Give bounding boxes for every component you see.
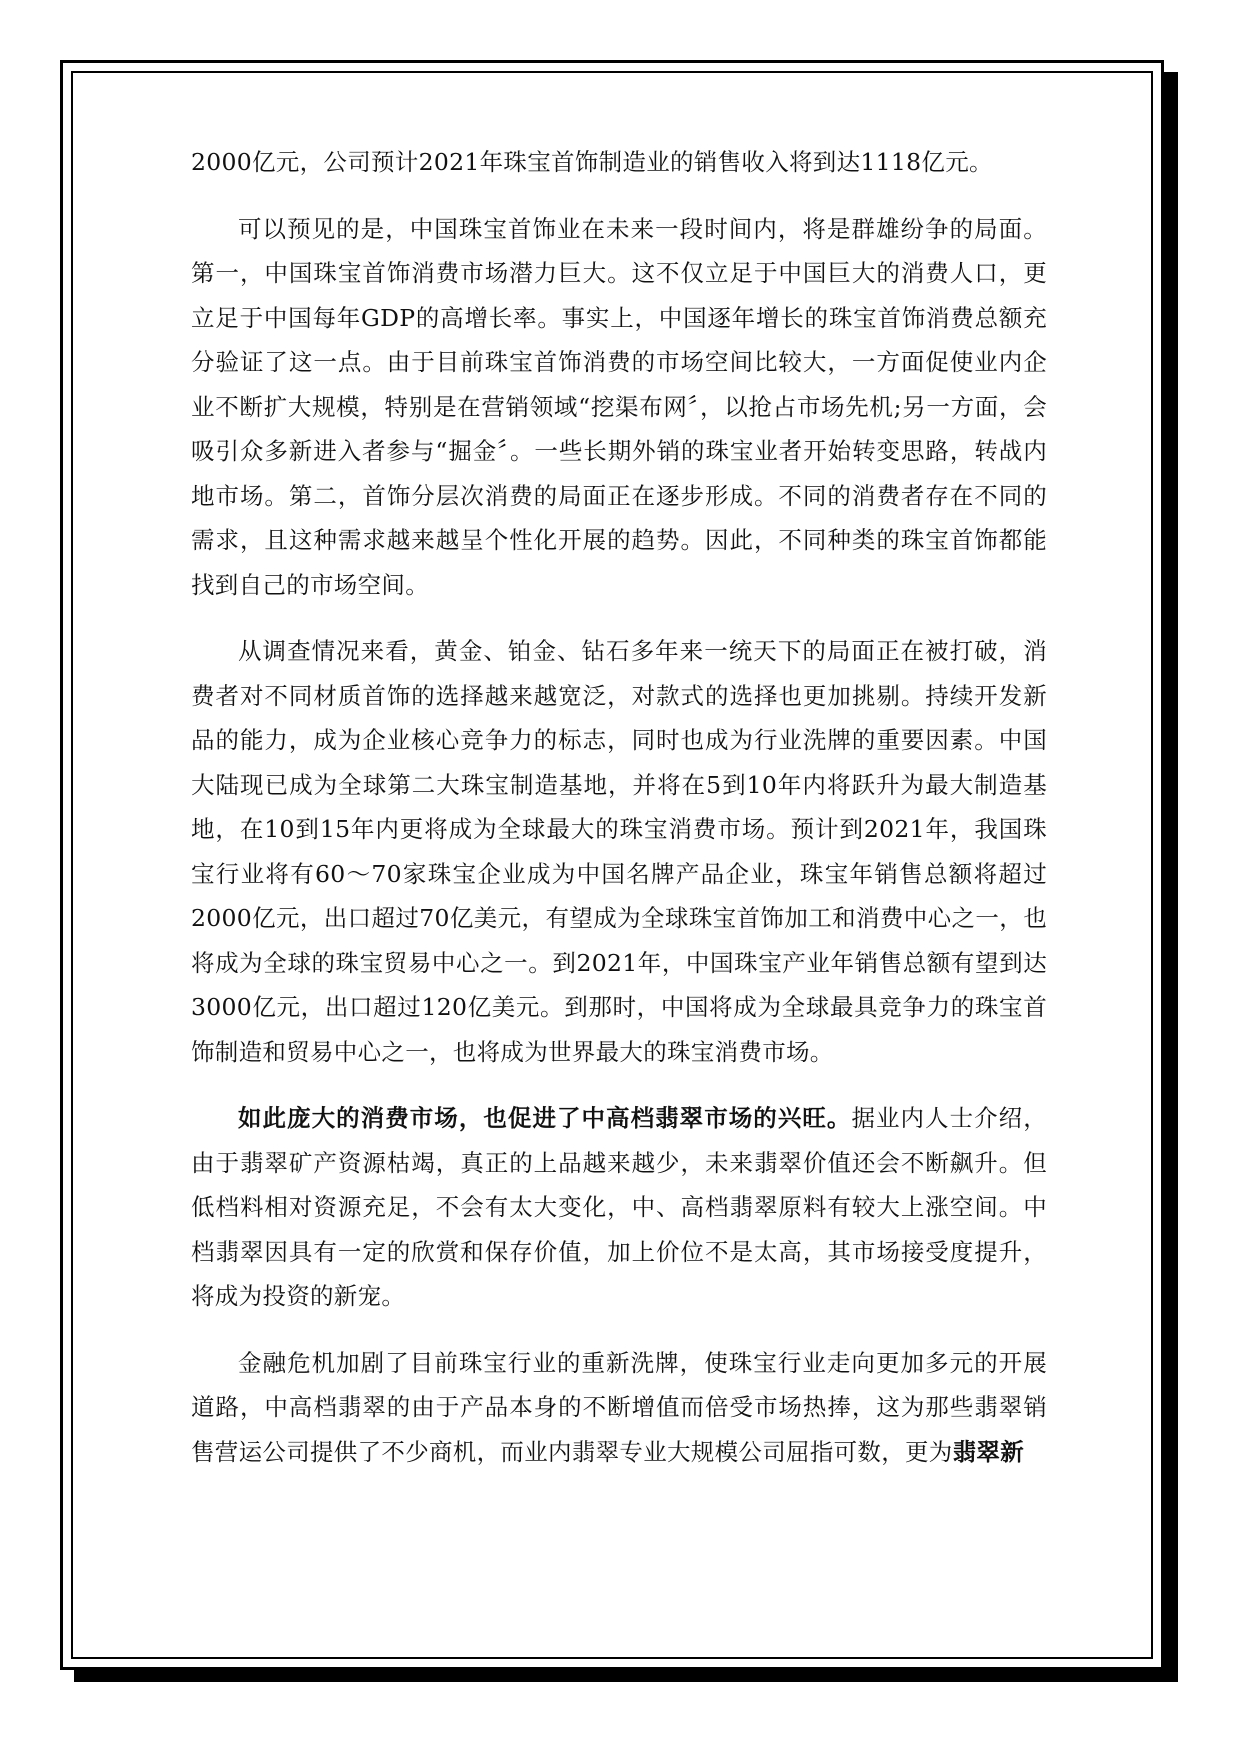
paragraph-2-text: 可以预见的是，中国珠宝首饰业在未来一段时间内，将是群雄纷争的局面。第一，中国珠宝首饰消费市场潜力巨大。这不仅立足于中国巨大的消费人口，更立足于中国每年GDP的高增长率。事实上，中国逐年增长的珠宝首饰消费总额充分验证了这一点。由于目前珠宝首饰消费的市场空间比较大，一方面促使业内企业不断扩大规模，特别是在营销领域“挖渠布网〞，以抢占市场先机;另一方面，会吸引众多新进入者参与“掘金〞。一些长期外销的珠宝业者开始转变思路，转战内地市场。第二，首饰分层次消费的局面正在逐步形成。不同的消费者存在不同的需求，且这种需求越来越呈个性化开展的趋势。因此，不同种类的珠宝首饰都能找到自己的市场空间。 — [191, 214, 1047, 599]
document-body — [191, 140, 1047, 1496]
paragraph-4 — [191, 1096, 1047, 1319]
paragraph-1-text: 2000亿元，公司预计2021年珠宝首饰制造业的销售收入将到达1118亿元。 — [191, 148, 993, 176]
paragraph-4-text: 据业内人士介绍，由于翡翠矿产资源枯竭，真正的上品越来越少，未来翡翠价值还会不断飙升。但低档料相对资源充足，不会有太大变化，中、高档翡翠原料有较大上涨空间。中档翡翠因具有一定的欣赏和保存价值，加上价位不是太高，其市场接受度提升，将成为投资的新宠。 — [191, 1104, 1047, 1310]
paragraph-4-lead-bold: 如此庞大的消费市场，也促进了中高档翡翠市场的兴旺。 — [238, 1104, 852, 1132]
paragraph-5 — [191, 1341, 1047, 1475]
paragraph-3-text: 从调查情况来看，黄金、铂金、钻石多年来一统天下的局面正在被打破，消费者对不同材质首饰的选择越来越宽泛，对款式的选择也更加挑剔。持续开发新品的能力，成为企业核心竞争力的标志，同时也成为行业洗牌的重要因素。中国大陆现已成为全球第二大珠宝制造基地，并将在5到10年内将跃升为最大制造基地，在10到15年内更将成为全球最大的珠宝消费市场。预计到2021年，我国珠宝行业将有60～70家珠宝企业成为中国名牌产品企业，珠宝年销售总额将超过2000亿元，出口超过70亿美元，有望成为全球珠宝首饰加工和消费中心之一，也将成为全球的珠宝贸易中心之一。到2021年，中国珠宝产业年销售总额有望到达3000亿元，出口超过120亿美元。到那时，中国将成为全球最具竞争力的珠宝首饰制造和贸易中心之一，也将成为世界最大的珠宝消费市场。 — [191, 637, 1047, 1066]
paragraph-3 — [191, 629, 1047, 1074]
paragraph-5-tail-bold: 翡翠新 — [952, 1437, 1025, 1466]
paragraph-5-text: 金融危机加剧了目前珠宝行业的重新洗牌，使珠宝行业走向更加多元的开展道路，中高档翡翠的由于产品本身的不断增值而倍受市场热捧，这为那些翡翠销售营运公司提供了不少商机，而业内翡翠专业大规模公司屈指可数，更为 — [191, 1348, 1047, 1466]
paragraph-1 — [191, 140, 1047, 185]
paragraph-2 — [191, 207, 1047, 608]
